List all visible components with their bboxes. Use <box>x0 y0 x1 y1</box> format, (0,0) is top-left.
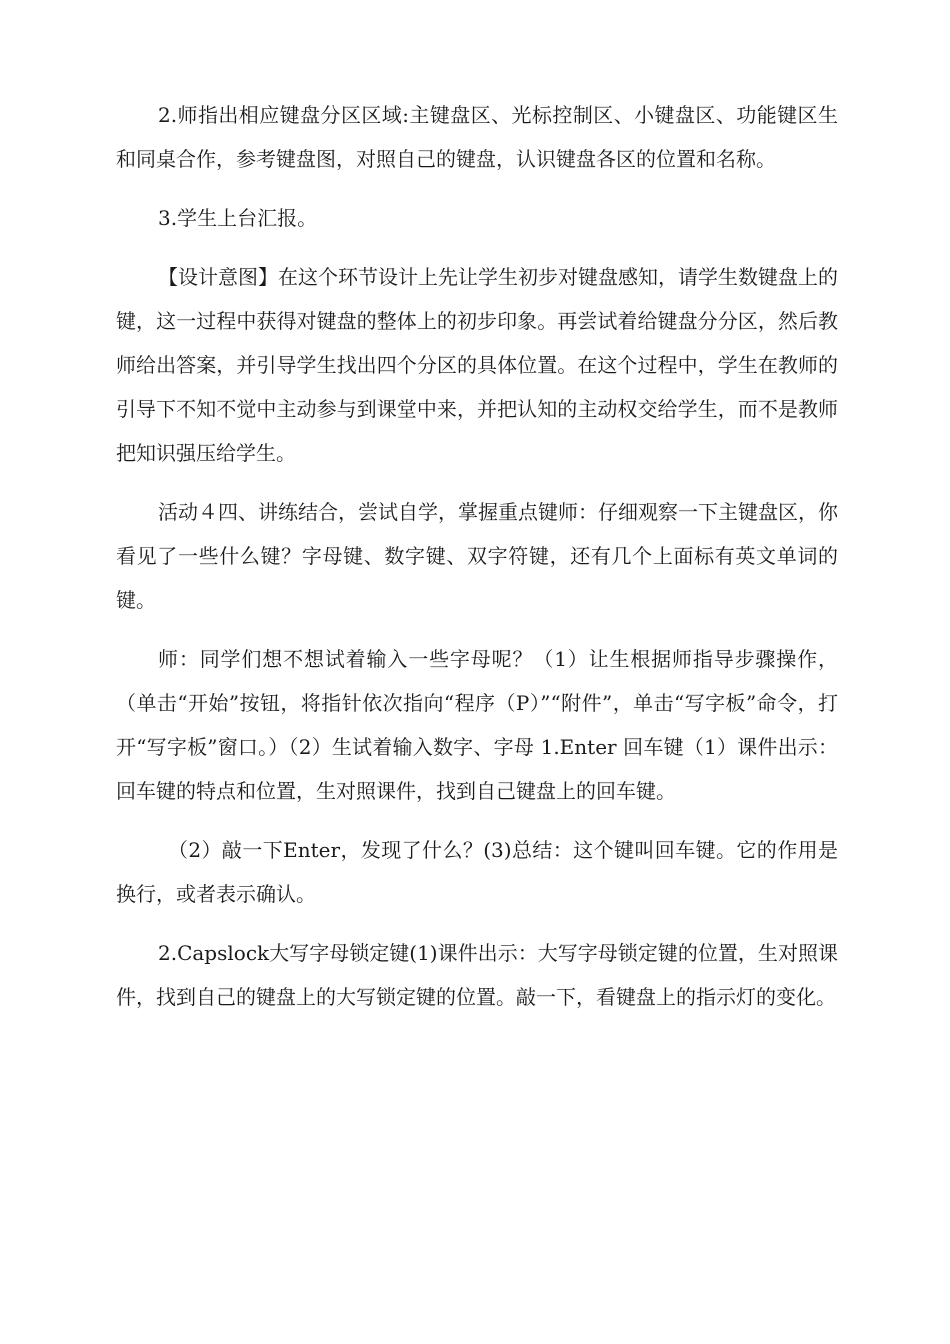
paragraph-student-report: 3.学生上台汇报。 <box>158 206 318 230</box>
paragraph-keyboard-zones: 2.师指出相应键盘分区区域:主键盘区、光标控制区、小键盘区、功能键区生和同桌合作，参考键盘图，对照自己的键盘，认识键盘各区的位置和名称。 <box>116 103 838 171</box>
document-body <box>116 93 838 1034</box>
paragraph-typing-practice: 师：同学们想不想试着输入一些字母呢？（1）让生根据师指导步骤操作，（单击“开始”按钮，将指针依次指向“程序（P）”“附件”，单击“写字板”命令，打开“写字板”窗口。）（2）生试着输入数字、字母 1.Enter 回车键（1）课件出示：回车键的特点和位置，生对照课件，找到自己键盘上的回车键。 <box>116 647 838 803</box>
paragraph-enter-key: （2）敲一下Enter，发现了什么？(3)总结：这个键叫回车键。它的作用是换行，或者表示确认。 <box>116 838 838 906</box>
paragraph-design-intent: 【设计意图】在这个环节设计上先让学生初步对键盘感知，请学生数键盘上的键，这一过程中获得对键盘的整体上的初步印象。再尝试着给键盘分分区，然后教师给出答案，并引导学生找出四个分区的具体位置。在这个过程中，学生在教师的引导下不知不觉中主动参与到课堂中来，并把认知的主动权交给学生，而不是教师把知识强压给学生。 <box>116 265 838 465</box>
paragraph-activity-4: 活动４四、讲练结合，尝试自学，掌握重点键师：仔细观察一下主键盘区，你看见了一些什么键？字母键、数字键、双字符键，还有几个上面标有英文单词的键。 <box>116 500 838 612</box>
paragraph-capslock-key: 2.Capslock大写字母锁定键(1)课件出示：大写字母锁定键的位置，生对照课件，找到自己的键盘上的大写锁定键的位置。敲一下，看键盘上的指示灯的变化。 <box>116 941 838 1009</box>
